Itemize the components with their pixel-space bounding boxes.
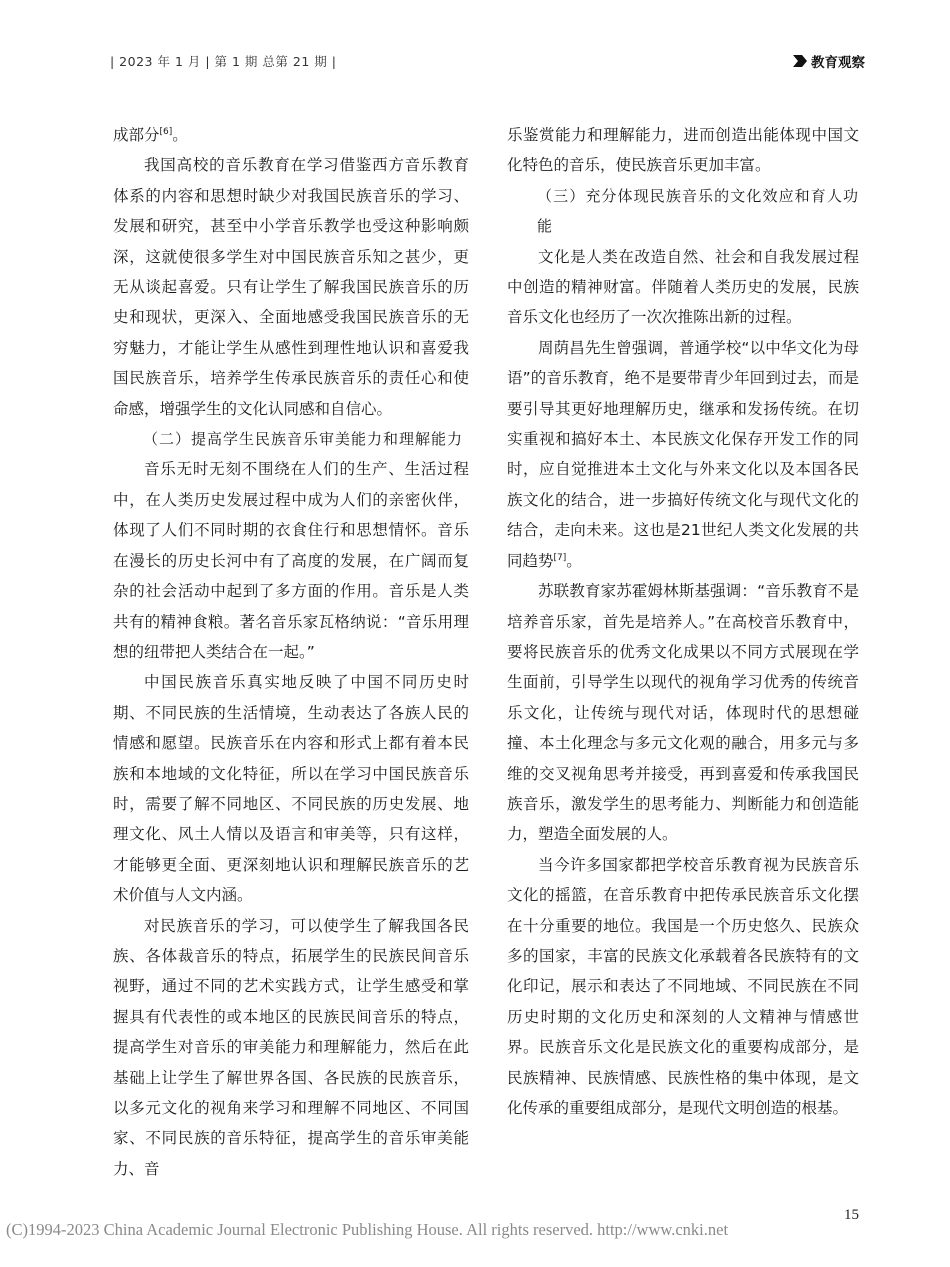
journal-name: 教育观察 — [811, 55, 865, 71]
journal-logo-icon — [793, 54, 807, 68]
section-heading: （二）提高学生民族音乐审美能力和理解能力 — [143, 430, 464, 449]
right-column — [507, 120, 859, 1123]
paragraph: 我国高校的音乐教育在学习借鉴西方音乐教育体系的内容和思想时缺少对我国民族音乐的学习、发展和研究，甚至中小学音乐教学也受这种影响颇深，这就使很多学生对中国民族音乐知之甚少，更无从谈起喜爱。只有让学生了解我国民族音乐的历史和现状，更深入、全面地感受我国民族音乐的无穷魅力，才能让学生从感性到理性地认识和喜爱我国民族音乐，培养学生传承民族音乐的责任心和使命感，增强学生的文化认同感和自信心。 — [113, 156, 469, 418]
paragraph: 音乐无时无刻不围绕在人们的生产、生活过程中，在人类历史发展过程中成为人们的亲密伙伴，体现了人们不同时期的衣食住行和思想情怀。音乐在漫长的历史长河中有了高度的发展，在广阔而复杂的社会活动中起到了多方面的作用。音乐是人类共有的精神食粮。著名音乐家瓦格纳说：“音乐用理想的纽带把人类结合在一起。” — [113, 460, 469, 661]
page-number: 15 — [844, 1207, 859, 1223]
paragraph — [113, 120, 469, 150]
section-heading: （三）充分体现民族音乐的文化效应和育人功能 — [537, 186, 859, 236]
paragraph-text: 。 — [172, 126, 188, 144]
citation-ref: [7] — [553, 552, 567, 563]
paragraph: 苏联教育家苏霍姆林斯基强调：“音乐教育不是培养音乐家，首先是培养人。”在高校音乐教育中，要将民族音乐的优秀文化成果以不同方式展现在学生面前，引导学生以现代的视角学习优秀的传统音乐文化，让传统与现代对话，体现时代的思想碰撞、本土化理念与多元文化观的融合，用多元与多维的交叉视角思考并接受，再到喜爱和传承我国民族音乐，激发学生的思考能力、判断能力和创造能力，塑造全面发展的人。 — [507, 582, 859, 844]
left-column — [113, 120, 469, 1184]
paragraph-text: 周荫昌先生曾强调，普通学校“以中华文化为母语”的音乐教育，绝不是要带青少年回到过去，而是要引导其更好地理解历史，继承和发扬传统。在切实重视和搞好本土、本民族文化保存开发工作的同时，应自觉推进本土文化与外来文化以及本国各民族文化的结合，进一步搞好传统文化与现代文化的结合，走向未来。这也是21世纪人类文化发展的共同趋势 — [507, 338, 859, 570]
paragraph-text: 成部分 — [113, 126, 160, 144]
paragraph: 文化是人类在改造自然、社会和自我发展过程中创造的精神财富。伴随着人类历史的发展，民族音乐文化也经历了一次次推陈出新的过程。 — [507, 247, 859, 327]
paragraph: 当今许多国家都把学校音乐教育视为民族音乐文化的摇篮，在音乐教育中把传承民族音乐文化摆在十分重要的地位。我国是一个历史悠久、民族众多的国家，丰富的民族文化承载着各民族特有的文化印记，展示和表达了不同地域、不同民族在不同历史时期的文化历史和深刻的人文精神与情感世界。民族音乐文化是民族文化的重要构成部分，是民族精神、民族情感、民族性格的集中体现，是文化传承的重要组成部分，是现代文明创造的根基。 — [507, 855, 859, 1117]
paragraph: 中国民族音乐真实地反映了中国不同历史时期、不同民族的生活情境，生动表达了各族人民的情感和愿望。民族音乐在内容和形式上都有着本民族和本地域的文化特征，所以在学习中国民族音乐时，需要了解不同地区、不同民族的历史发展、地理文化、风土人情以及语言和审美等，只有这样，才能够更全面、更深刻地认识和理解民族音乐的艺术价值与人文内涵。 — [113, 673, 469, 905]
journal-brand — [793, 51, 865, 71]
paragraph: 乐鉴赏能力和理解能力，进而创造出能体现中国文化特色的音乐，使民族音乐更加丰富。 — [507, 126, 859, 175]
copyright-footer: (C)1994-2023 China Academic Journal Electronic Publishing House. All rights reserved. http://www.cnki.net — [6, 1220, 729, 1239]
issue-info: | 2023 年 1 月 | 第 1 期 总第 21 期 | — [110, 54, 337, 69]
paragraph — [507, 333, 859, 576]
paragraph-text: 。 — [566, 551, 582, 570]
citation-ref: [6] — [159, 126, 173, 137]
paragraph: 对民族音乐的学习，可以使学生了解我国各民族、各体裁音乐的特点，拓展学生的民族民间音乐视野，通过不同的艺术实践方式，让学生感受和掌握具有代表性的或本地区的民族民间音乐的特点，提高学生对音乐的审美能力和理解能力，然后在此基础上让学生了解世界各国、各民族的民族音乐，以多元文化的视角来学习和理解不同地区、不同国家、不同民族的音乐特征，提高学生的音乐审美能力、音 — [113, 916, 469, 1178]
